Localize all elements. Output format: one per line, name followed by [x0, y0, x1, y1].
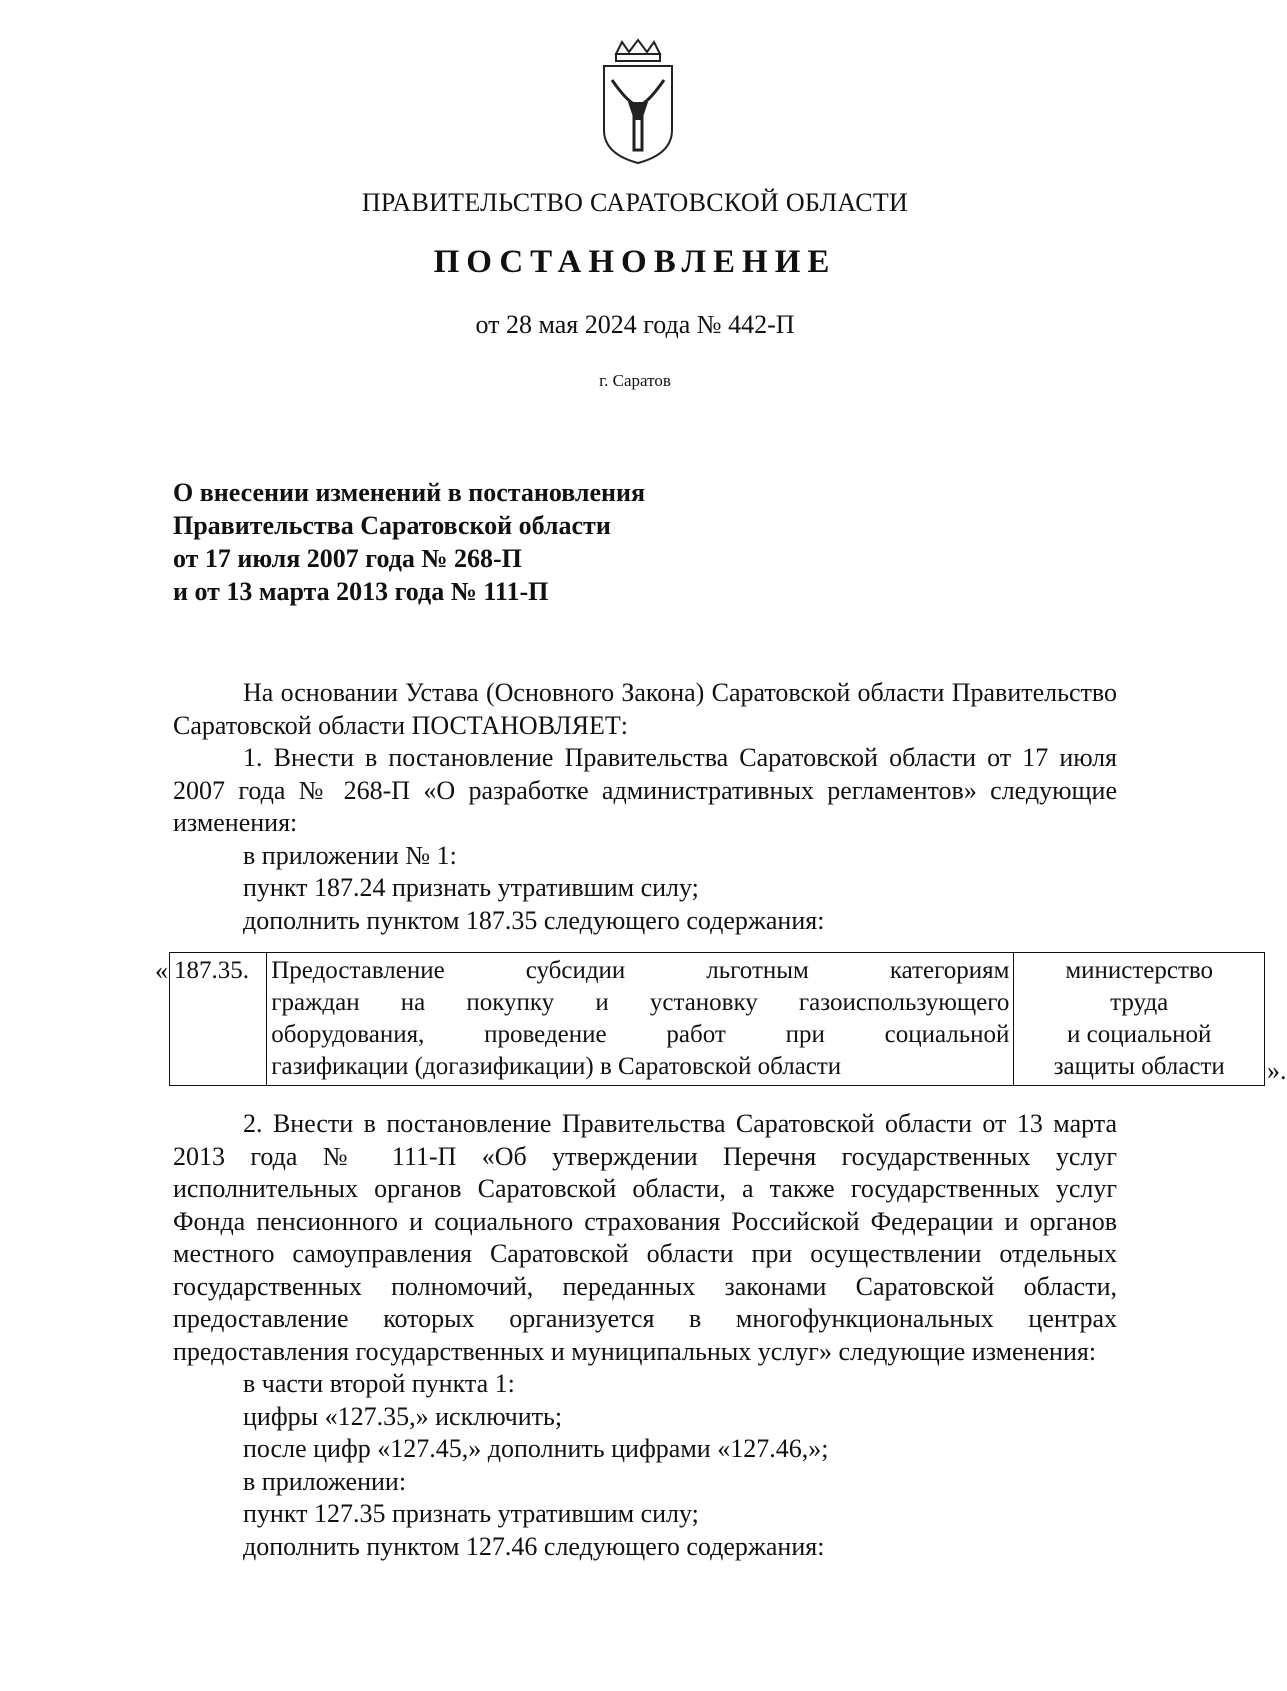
amendment-quote-close: ».	[1267, 1056, 1287, 1085]
government-name: ПРАВИТЕЛЬСТВО САРАТОВСКОЙ ОБЛАСТИ	[361, 188, 909, 217]
table-row	[170, 953, 1265, 1086]
body-section-1	[173, 677, 1117, 937]
document-type: ПОСТАНОВЛЕНИЕ	[433, 244, 837, 280]
item-1-line: дополнить пунктом 187.35 следующего содержания:	[243, 905, 825, 935]
amendment-service-text	[267, 953, 1014, 1086]
item-2-line: дополнить пунктом 127.46 следующего содержания:	[243, 1531, 825, 1561]
amendment-table	[169, 952, 1265, 1086]
amendment-organization	[1014, 953, 1265, 1086]
amendment-text-line: газификации (догазификации) в Саратовской области	[271, 1053, 842, 1080]
amendment-number: 187.35.	[170, 953, 267, 1086]
item-1-paragraph: 1. Внести в постановление Правительства Саратовской области от 17 июля 2007 года № 268-П «О разработке административных регламентов» следующие изменения:	[173, 743, 1117, 837]
coat-of-arms-emblem	[598, 40, 678, 165]
item-1-line: пункт 187.24 признать утратившим силу;	[243, 873, 699, 902]
amendment-text-line: Предоставление субсидии льготным категориям	[271, 957, 1010, 984]
subject-line: О внесении изменений в постановления	[173, 478, 646, 507]
document-city: г. Саратов	[599, 371, 671, 390]
amendment-text-line: граждан на покупку и установку газоиспользующего	[271, 989, 1010, 1016]
subject-line: от 17 июля 2007 года № 268-П	[173, 544, 522, 573]
intro-paragraph: На основании Устава (Основного Закона) Саратовской области Правительство Саратовской области ПОСТАНОВЛЯЕТ:	[173, 678, 1117, 740]
item-2-paragraph: 2. Внести в постановление Правительства Саратовской области от 13 марта 2013 года № 111-П «Об утверждении Перечня государственных услуг исполнительных органов Саратовской области, а также государственных услуг Фонда пенсионного и социального страхования Российской Федерации и органов местного самоуправления Саратовской области при осуществлении отдельных государственных полномочий, переданных законами Саратовской области, предоставление которых организуется в многофункциональных центрах предоставления государственных и муниципальных услуг» следующие изменения:	[173, 1109, 1117, 1366]
document-date-number: от 28 мая 2024 года № 442-П	[475, 310, 795, 339]
organization-line: труда	[1110, 989, 1169, 1016]
organization-line: защиты области	[1053, 1053, 1225, 1080]
item-2-line: цифры «127.35,» исключить;	[243, 1401, 563, 1431]
item-2-line: в части второй пункта 1:	[243, 1369, 515, 1398]
subject-line: и от 13 марта 2013 года № 111-П	[173, 577, 549, 606]
document-subject	[173, 476, 645, 608]
item-1-line: в приложении № 1:	[243, 840, 457, 870]
item-2-line: пункт 127.35 признать утратившим силу;	[243, 1499, 699, 1528]
subject-line: Правительства Саратовской области	[173, 511, 611, 540]
amendment-text-line: оборудования, проведение работ при социальной	[271, 1021, 1010, 1048]
item-2-line: в приложении:	[243, 1466, 407, 1496]
organization-line: и социальной	[1066, 1021, 1212, 1048]
item-2-line: после цифр «127.45,» дополнить цифрами «127.46,»;	[243, 1434, 829, 1463]
body-section-2	[173, 1108, 1117, 1563]
organization-line: министерство	[1065, 957, 1214, 984]
amendment-quote-open: «	[155, 956, 168, 985]
